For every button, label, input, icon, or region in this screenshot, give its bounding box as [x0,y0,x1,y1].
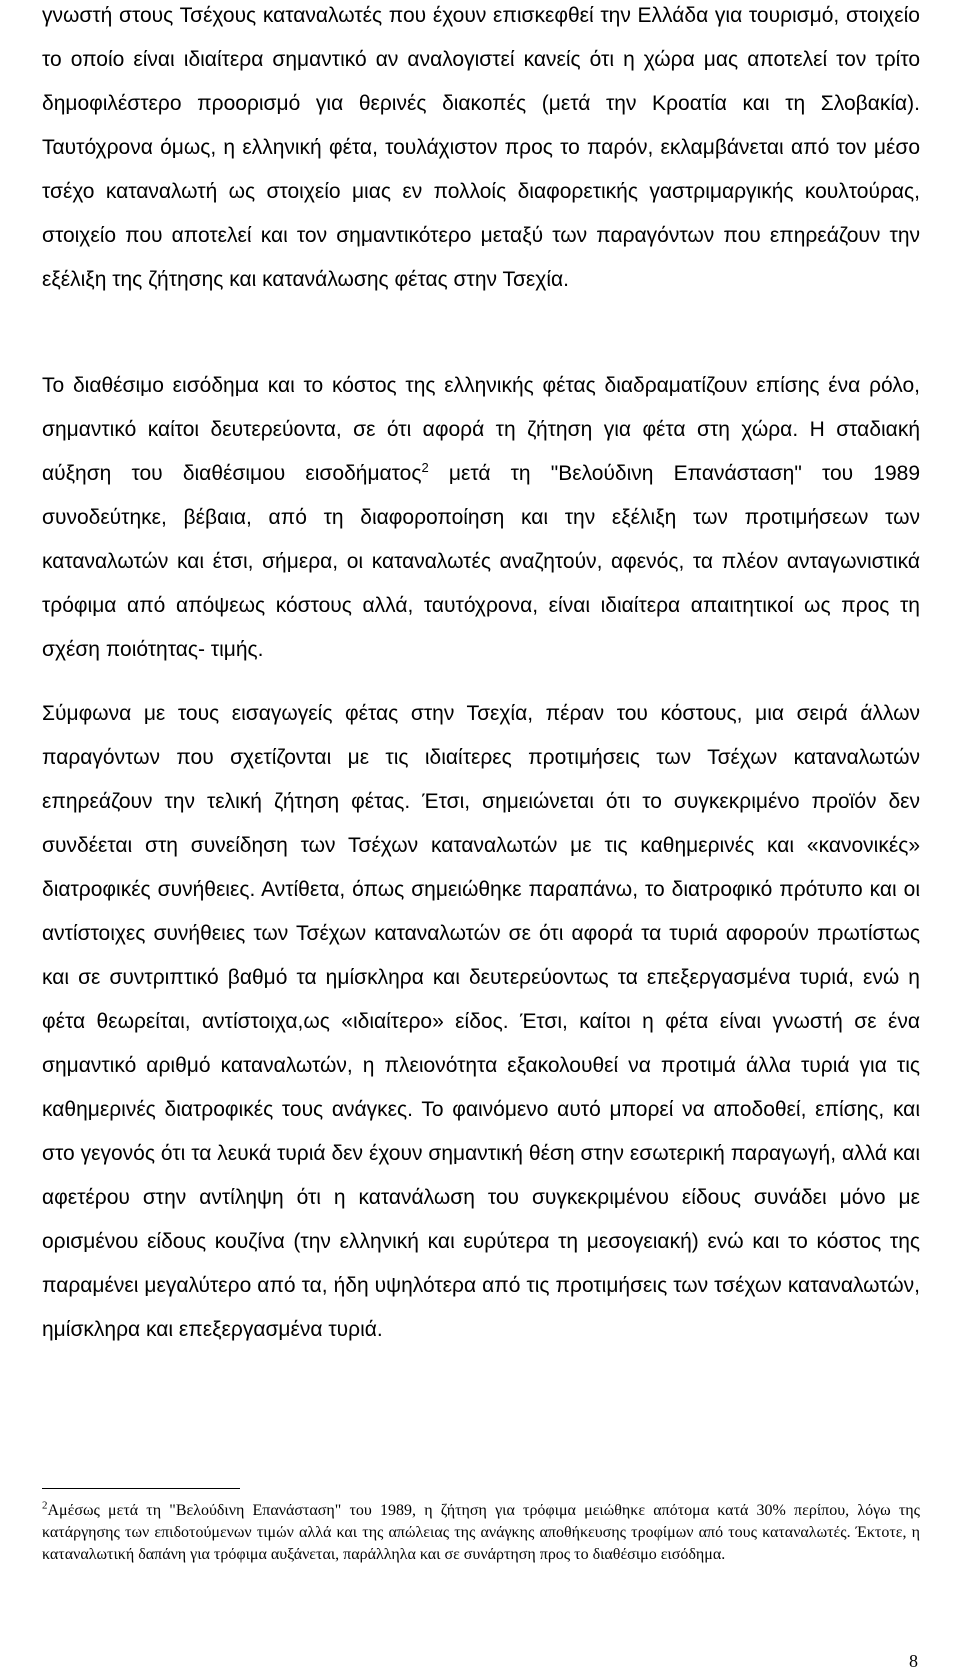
body-paragraph-2 [42,364,920,672]
body-paragraph-1: γνωστή στους Τσέχους καταναλωτές που έχουν επισκεφθεί την Ελλάδα για τουρισμό, στοιχείο το οποίο είναι ιδιαίτερα σημαντικό αν αναλογιστεί κανείς ότι η χώρα μας αποτελεί τον τρίτο δημοφιλέστερο προορισμό για θερινές διακοπές (μετά την Κροατία και τη Σλοβακία). Ταυτόχρονα όμως, η ελληνική φέτα, τουλάχιστον προς το παρόν, εκλαμβάνεται από τον μέσο τσέχο καταναλωτή ως στοιχείο μιας εν πολλοίς διαφορετικής γαστριμαργικής κουλτούρας, στοιχείο που αποτελεί και τον σημαντικότερο μεταξύ των παραγόντων που επηρεάζουν την εξέλιξη της ζήτησης και κατανάλωσης φέτας στην Τσεχία. [42,4,920,291]
footnote-separator [42,1488,240,1489]
footnote [42,1500,920,1566]
paragraph-2-text-start: Το διαθέσιμο εισόδημα και το κόστος της ελληνικής φέτας διαδραματίζουν επίσης ένα ρόλο, σημαντικό καίτοι δευτερεύοντα, σε ότι αφορά τη ζήτηση για φέτα στη χώρα. Η σταδιακή αύξηση του διαθέσιμου εισοδήματος [42,374,920,485]
footnote-text: Αμέσως μετά τη "Βελούδινη Επανάσταση" του 1989, η ζήτηση για τρόφιμα μειώθηκε απότομα κατά 30% περίπου, λόγω της κατάργησης των επιδοτούμενων τιμών αλλά και της απώλειας της ανάγκης αποθήκευσης τροφίμων από τους καταναλωτές. Έκτοτε, η καταναλωτική δαπάνη για τρόφιμα αυξάνεται, παράλληλα και σε συνάρτηση προς το διαθέσιμο εισόδημα. [42,1502,920,1563]
paragraph-2-text-end: μετά τη "Βελούδινη Επανάσταση" του 1989 συνοδεύτηκε, βέβαια, από τη διαφοροποίηση και την εξέλιξη των προτιμήσεων των καταναλωτών και έτσι, σήμερα, οι καταναλωτές αναζητούν, αφενός, τα πλέον ανταγωνιστικά τρόφιμα από απόψεως κόστους αλλά, ταυτόχρονα, είναι ιδιαίτερα απαιτητικοί ως προς τη σχέση ποιότητας- τιμής. [42,462,920,661]
footnote-mark: 2 [42,1499,48,1512]
page-number: 8 [909,1651,918,1671]
footnote-reference[interactable]: 2 [421,460,429,475]
body-paragraph-3: Σύμφωνα με τους εισαγωγείς φέτας στην Τσεχία, πέραν του κόστους, μια σειρά άλλων παραγόντων που σχετίζονται με τις ιδιαίτερες προτιμήσεις των Τσέχων καταναλωτών επηρεάζουν την τελική ζήτηση φέτας. Έτσι, σημειώνεται ότι το συγκεκριμένο προϊόν δεν συνδέεται στη συνείδηση των Τσέχων καταναλωτών με τις καθημερινές και «κανονικές» διατροφικές συνήθειες. Αντίθετα, όπως σημειώθηκε παραπάνω, το διατροφικό πρότυπο και οι αντίστοιχες συνήθειες των Τσέχων καταναλωτών σε ότι αφορά τα τυριά αφορούν πρωτίστως και σε συντριπτικό βαθμό τα ημίσκληρα και δευτερεύοντως τα επεξεργασμένα τυριά, ενώ η φέτα θεωρείται, αντίστοιχα,ως «ιδιαίτερο» είδος. Έτσι, καίτοι η φέτα είναι γνωστή σε ένα σημαντικό αριθμό καταναλωτών, η πλειονότητα εξακολουθεί να προτιμά άλλα τυριά για τις καθημερινές διατροφικές τους ανάγκες. Το φαινόμενο αυτό μπορεί να αποδοθεί, επίσης, και στο γεγονός ότι τα λευκά τυριά δεν έχουν σημαντική θέση στην εσωτερική παραγωγή, αλλά και αφετέρου στην αντίληψη ότι η κατανάλωση του συγκεκριμένου είδους συνάδει μόνο με ορισμένου είδους κουζίνα (την ελληνική και ευρύτερα τη μεσογειακή) ενώ και το κόστος της παραμένει μεγαλύτερο από τα, ήδη υψηλότερα από τις προτιμήσεις των τσέχων καταναλωτών, ημίσκληρα και επεξεργασμένα τυριά. [42,702,920,1341]
